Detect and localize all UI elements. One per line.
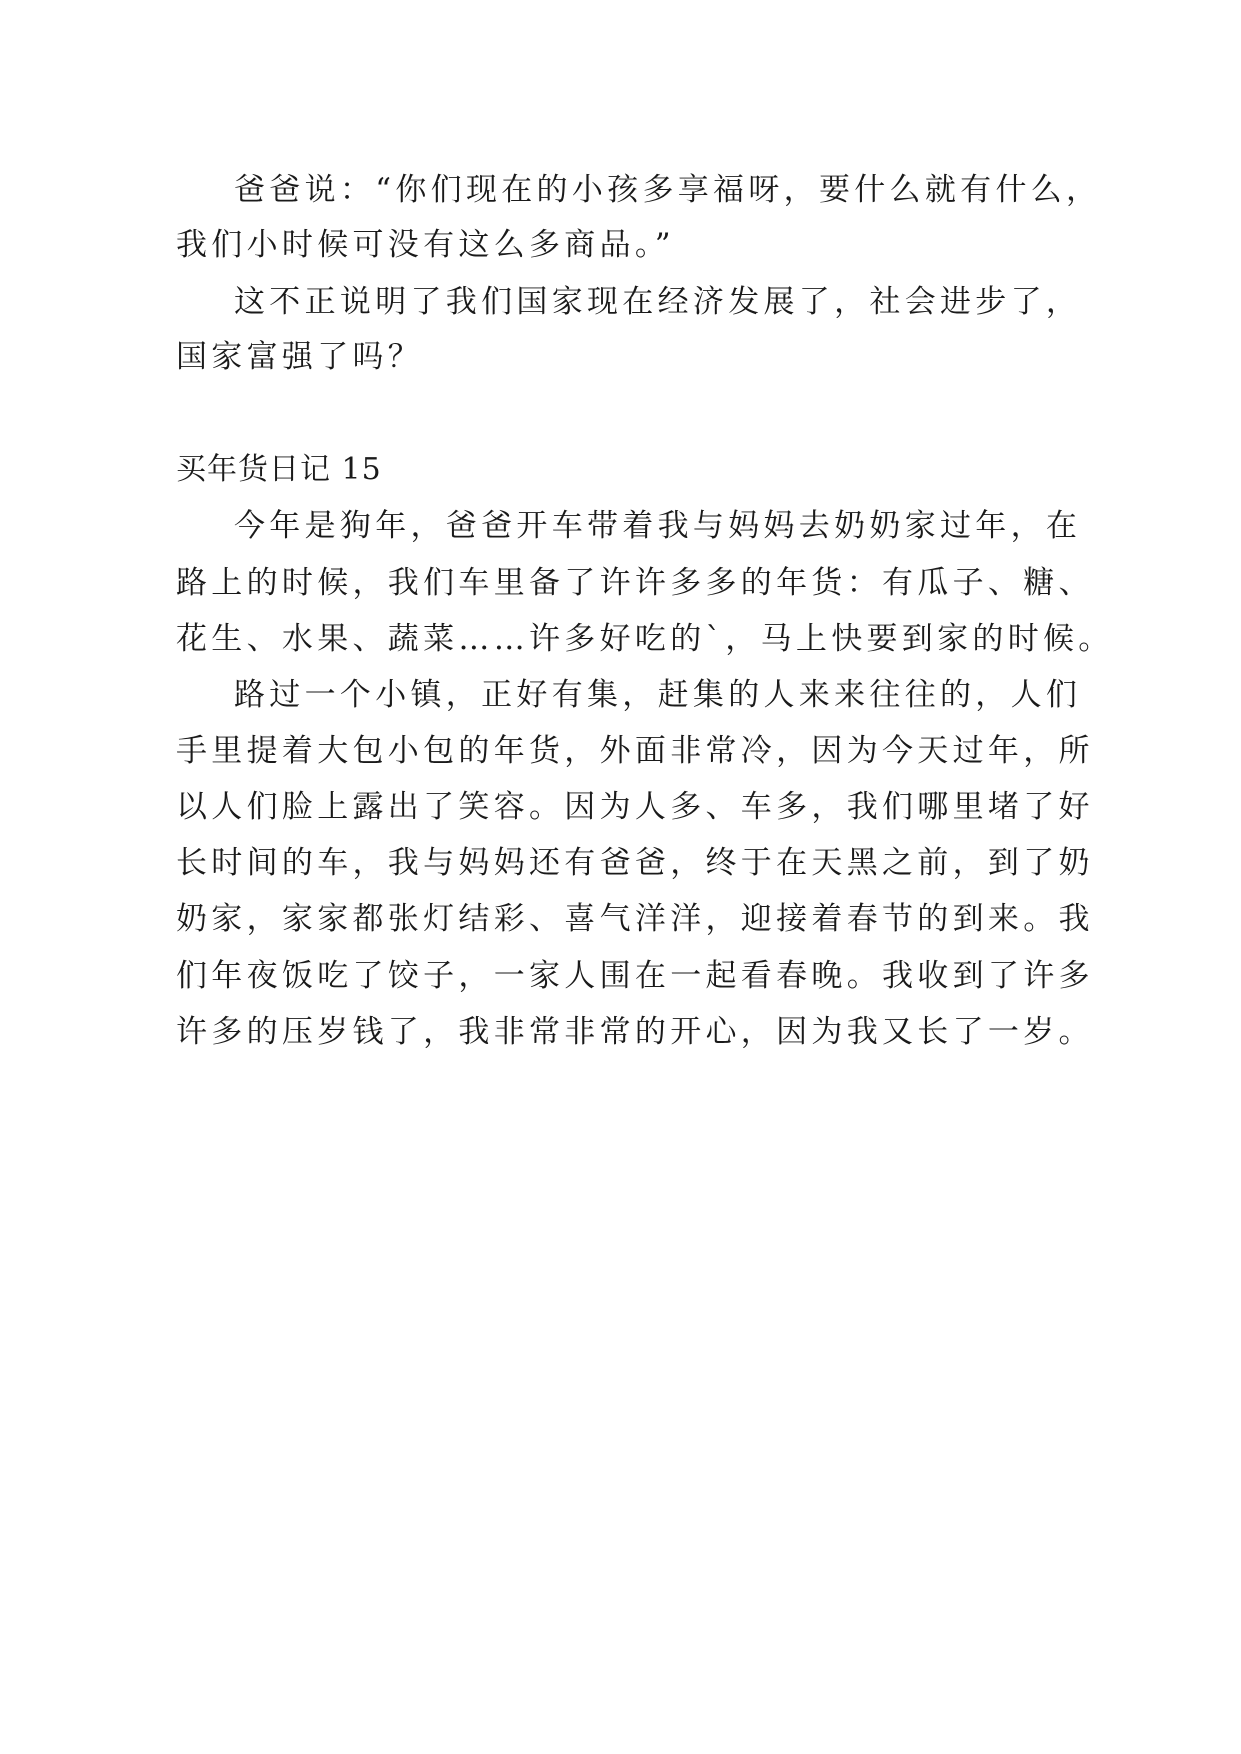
paragraph-line: 以人们脸上露出了笑容。因为人多、车多，我们哪里堵了好 [176, 789, 1094, 825]
paragraph-line: 手里提着大包小包的年货，外面非常冷，因为今天过年，所 [176, 733, 1094, 769]
paragraph-line: 路上的时候，我们车里备了许许多多的年货：有瓜子、糖、 [176, 565, 1094, 601]
paragraph-line: 今年是狗年，爸爸开车带着我与妈妈去奶奶家过年，在 [234, 508, 1082, 544]
paragraph-line: 许多的压岁钱了，我非常非常的开心，因为我又长了一岁。 [176, 1014, 1094, 1050]
section-title: 买年货日记 15 [176, 452, 382, 487]
paragraph-line: 爸爸说：“你们现在的小孩多享福呀，要什么就有什么， [234, 172, 1102, 208]
paragraph-line: 我们小时候可没有这么多商品。” [176, 227, 675, 263]
paragraph-line: 们年夜饭吃了饺子，一家人围在一起看春晚。我收到了许多 [176, 958, 1094, 994]
paragraph-line: 奶家，家家都张灯结彩、喜气洋洋，迎接着春节的到来。我 [176, 901, 1094, 937]
paragraph-line: 国家富强了吗？ [176, 339, 424, 375]
paragraph-line: 长时间的车，我与妈妈还有爸爸，终于在天黑之前，到了奶 [176, 845, 1094, 881]
paragraph-line: 路过一个小镇，正好有集，赶集的人来来往往的，人们 [234, 677, 1082, 713]
paragraph-line: 这不正说明了我们国家现在经济发展了，社会进步了， [234, 284, 1082, 320]
paragraph-line: 花生、水果、蔬菜……许多好吃的`，马上快要到家的时候。 [176, 621, 1114, 657]
